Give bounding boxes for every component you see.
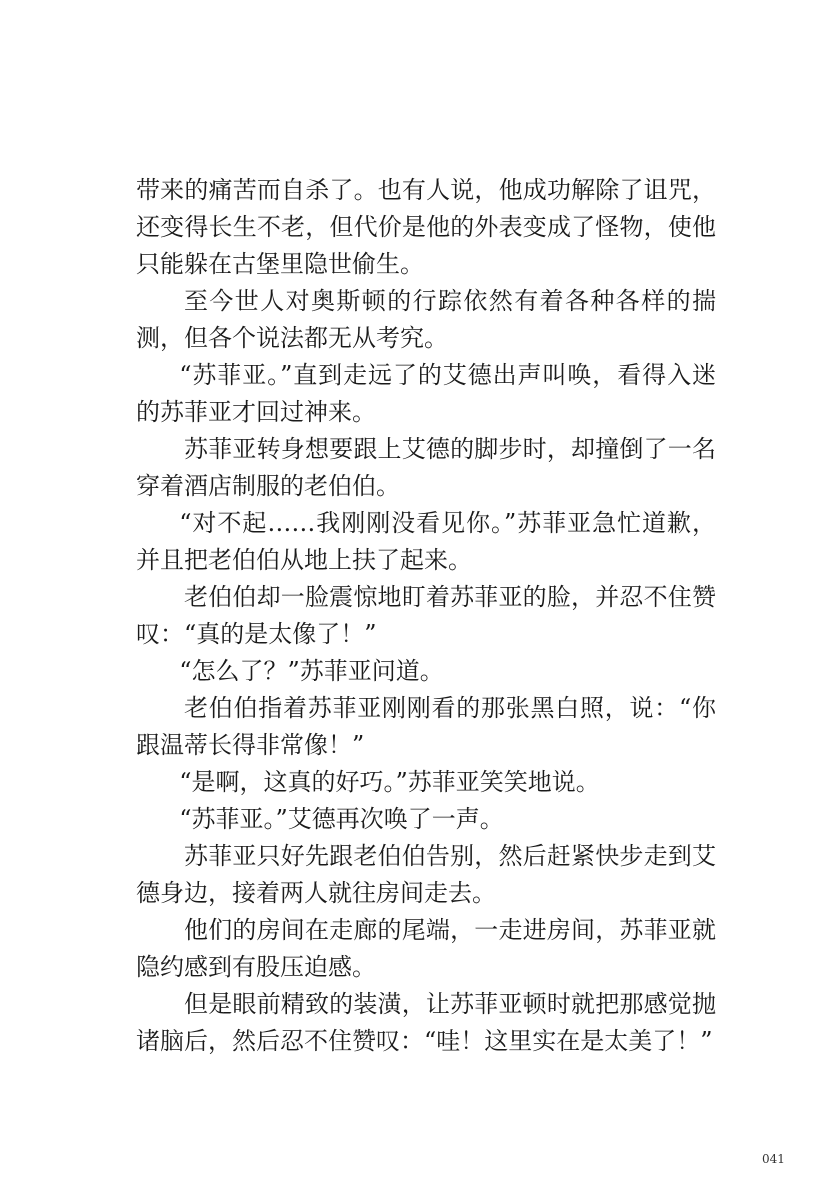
paragraph: “怎么了？”苏菲亚问道。 (179, 657, 444, 685)
paragraph: 带来的痛苦而自杀了。也有人说，他成功解除了诅咒，还变得长生不老，但代价是他的外表变成了怪物，使他只能躲在古堡里隐世偷生。 (136, 176, 716, 278)
paragraph: “是啊，这真的好巧。”苏菲亚笑笑地说。 (179, 768, 600, 796)
page-number: 041 (762, 1152, 785, 1166)
paragraph: “苏菲亚。”直到走远了的艾德出声叫唤，看得入迷的苏菲亚才回过神来。 (136, 361, 716, 426)
paragraph: 但是眼前精致的装潢，让苏菲亚顿时就把那感觉抛诸脑后，然后忍不住赞叹：“哇！这里实在是太美了！” (136, 990, 716, 1055)
paragraph: “对不起……我刚刚没看见你。”苏菲亚急忙道歉，并且把老伯伯从地上扶了起来。 (136, 509, 716, 574)
paragraph: 他们的房间在走廊的尾端，一走进房间，苏菲亚就隐约感到有股压迫感。 (136, 916, 716, 981)
body-text (136, 172, 716, 1060)
paragraph: 苏菲亚转身想要跟上艾德的脚步时，却撞倒了一名穿着酒店制服的老伯伯。 (136, 435, 716, 500)
paragraph: 老伯伯却一脸震惊地盯着苏菲亚的脸，并忍不住赞叹：“真的是太像了！” (136, 583, 716, 648)
paragraph: “苏菲亚。”艾德再次唤了一声。 (179, 805, 504, 833)
paragraph: 老伯伯指着苏菲亚刚刚看的那张黑白照，说：“你跟温蒂长得非常像！” (136, 694, 716, 759)
paragraph: 至今世人对奥斯顿的行踪依然有着各种各样的揣测，但各个说法都无从考究。 (136, 287, 716, 352)
paragraph: 苏菲亚只好先跟老伯伯告别，然后赶紧快步走到艾德身边，接着两人就往房间走去。 (136, 842, 716, 907)
